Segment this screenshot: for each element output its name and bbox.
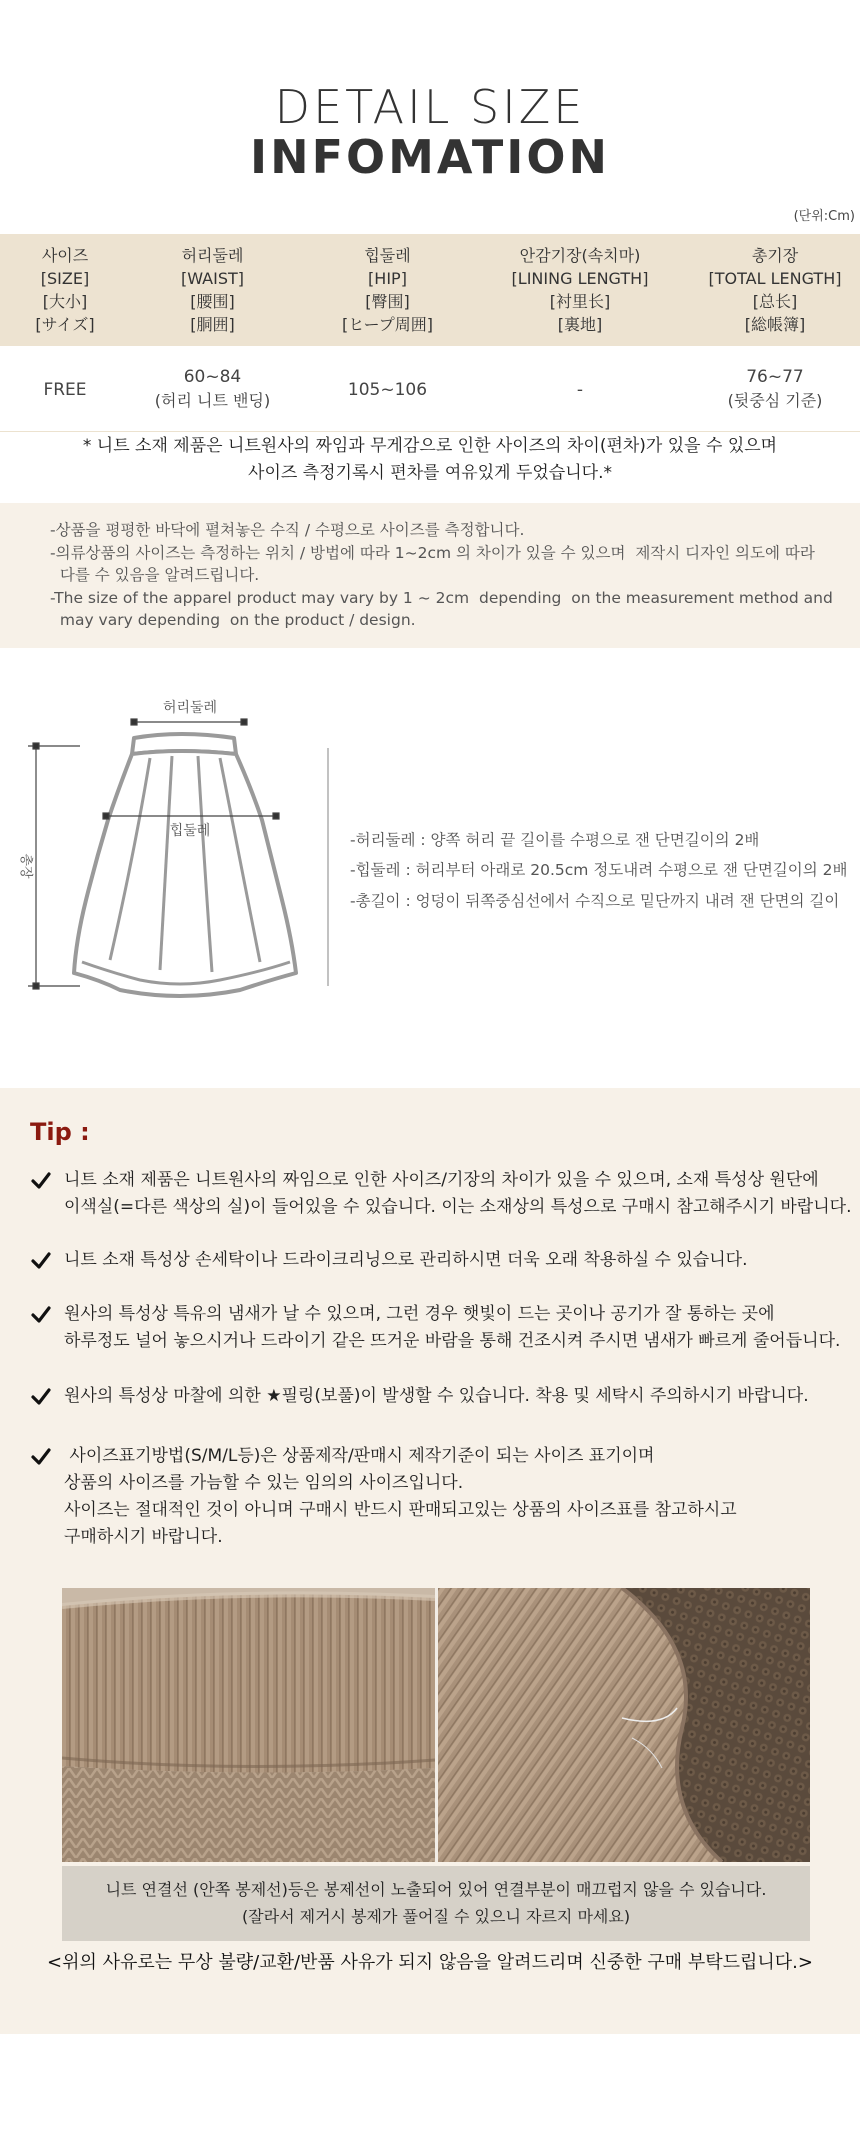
tip-item: 원사의 특성상 특유의 냄새가 날 수 있으며, 그런 경우 햇빛이 드는 곳이나 공기가 잘 통하는 곳에 하루정도 널어 놓으시거나 드라이기 같은 뜨거운 바람을 통해 건조시켜 주시면 냄새가 빠르게 줄어듭니다. [30, 1304, 850, 1360]
check-icon [30, 1250, 52, 1272]
tip-title: Tip : [30, 1118, 90, 1146]
page-title-line1: DETAIL SIZE [274, 80, 586, 134]
photo-caption-line1: 니트 연결선 (안쪽 봉제선)등은 봉제선이 노출되어 있어 연결부분이 매끄럽지 않을 수 있습니다. [105, 1880, 767, 1899]
cell-total: 76~77 (뒷중심 기준) [727, 367, 823, 410]
column-header-total: 총기장 [TOTAL LENGTH] [总长] [総帳簿] [708, 246, 842, 334]
cell-hip: 105~106 [347, 380, 428, 400]
info-line: -The size of the apparel product may vary by 1 ~ 2cm depending on the measurement method and [50, 589, 833, 607]
tip-item: 니트 소재 특성상 손세탁이나 드라이크리닝으로 관리하시면 더욱 오래 착용하실 수 있습니다. [30, 1250, 850, 1280]
check-icon [30, 1304, 52, 1326]
column-header-lining: 안감기장(속치마) [LINING LENGTH] [衬里长] [裏地] [511, 246, 649, 334]
unit-label: (단위:Cm) [793, 209, 855, 224]
check-icon [30, 1446, 52, 1468]
page-title-line2: INFOMATION [249, 130, 611, 184]
cell-lining: - [576, 380, 584, 400]
info-line: -상품을 평평한 바닥에 펼쳐놓은 수직 / 수평으로 사이즈를 측정합니다. [50, 521, 525, 539]
measurement-info-box [0, 503, 860, 648]
hip-label: 힙둘레 [169, 823, 211, 839]
measurement-desc: -힙둘레 : 허리부터 아래로 20.5cm 정도내려 수평으로 잰 단면길이의 2배 [350, 861, 848, 879]
tip-item: 원사의 특성상 마찰에 의한 ★필링(보풀)이 발생할 수 있습니다. 착용 및 세탁시 주의하시기 바랍니다. [30, 1386, 850, 1416]
cell-size: FREE [43, 380, 87, 400]
knit-detail-photos [62, 1588, 810, 1862]
skirt-illustration [74, 734, 296, 996]
size-note: * 니트 소재 제품은 니트원사의 짜임과 무게감으로 인한 사이즈의 차이(편차)가 있을 수 있으며 사이즈 측정기록시 편차를 여유있게 두었습니다.* [82, 436, 778, 483]
cell-waist: 60~84 (허리 니트 밴딩) [154, 367, 271, 410]
info-line: may vary depending on the product / design. [50, 611, 416, 629]
measurement-desc: -총길이 : 엉덩이 뒤쪽중심선에서 수직으로 밑단까지 내려 잰 단면의 길이 [350, 892, 840, 910]
photo-caption [62, 1866, 810, 1941]
final-notice: <위의 사유로는 무상 불량/교환/반품 사유가 되지 않음을 알려드리며 신중한 구매 부탁드립니다.> [47, 1952, 813, 1973]
column-header-size: 사이즈 [SIZE] [大小] [サイズ] [35, 246, 95, 334]
check-icon [30, 1170, 52, 1192]
waist-label: 허리둘레 [162, 700, 218, 716]
photo-caption-line2: (잘라서 제거시 봉제가 풀어질 수 있으니 자르지 마세요) [241, 1907, 631, 1926]
tip-item: 니트 소재 제품은 니트원사의 짜임으로 인한 사이즈/기장의 차이가 있을 수 있으며, 소재 특성상 원단에 이색실(=다른 색상의 실)이 들어있을 수 있습니다. 이는 소재상의 특성으로 구매시 참고해주시기 바랍니다. [30, 1170, 850, 1226]
tip-item: 사이즈표기방법(S/M/L등)은 상품제작/판매시 제작기준이 되는 사이즈 표기이며 상품의 사이즈를 가늠할 수 있는 임의의 사이즈입니다. 사이즈는 절대적인 것이 아니며 구매시 반드시 판매되고있는 상품의 사이즈표를 참고하시고 구매하시기 바랍니다. [30, 1446, 850, 1556]
column-header-waist: 허리둘레 [WAIST] [腰围] [胴囲] [180, 246, 245, 334]
measurement-desc: -허리둘레 : 양쪽 허리 끝 길이를 수평으로 잰 단면길이의 2배 [350, 831, 760, 849]
info-line: -의류상품의 사이즈는 측정하는 위치 / 방법에 따라 1~2cm 의 차이가 있을 수 있으며 제작시 디자인 의도에 따라 [50, 544, 815, 562]
info-line: 다를 수 있음을 알려드립니다. [50, 566, 260, 584]
length-label: 총장 [18, 853, 33, 879]
knit-photo-illustration [62, 1588, 810, 1862]
check-icon [30, 1386, 52, 1408]
column-header-hip: 힙둘레 [HIP] [臀围] [ヒープ周囲] [341, 246, 434, 334]
